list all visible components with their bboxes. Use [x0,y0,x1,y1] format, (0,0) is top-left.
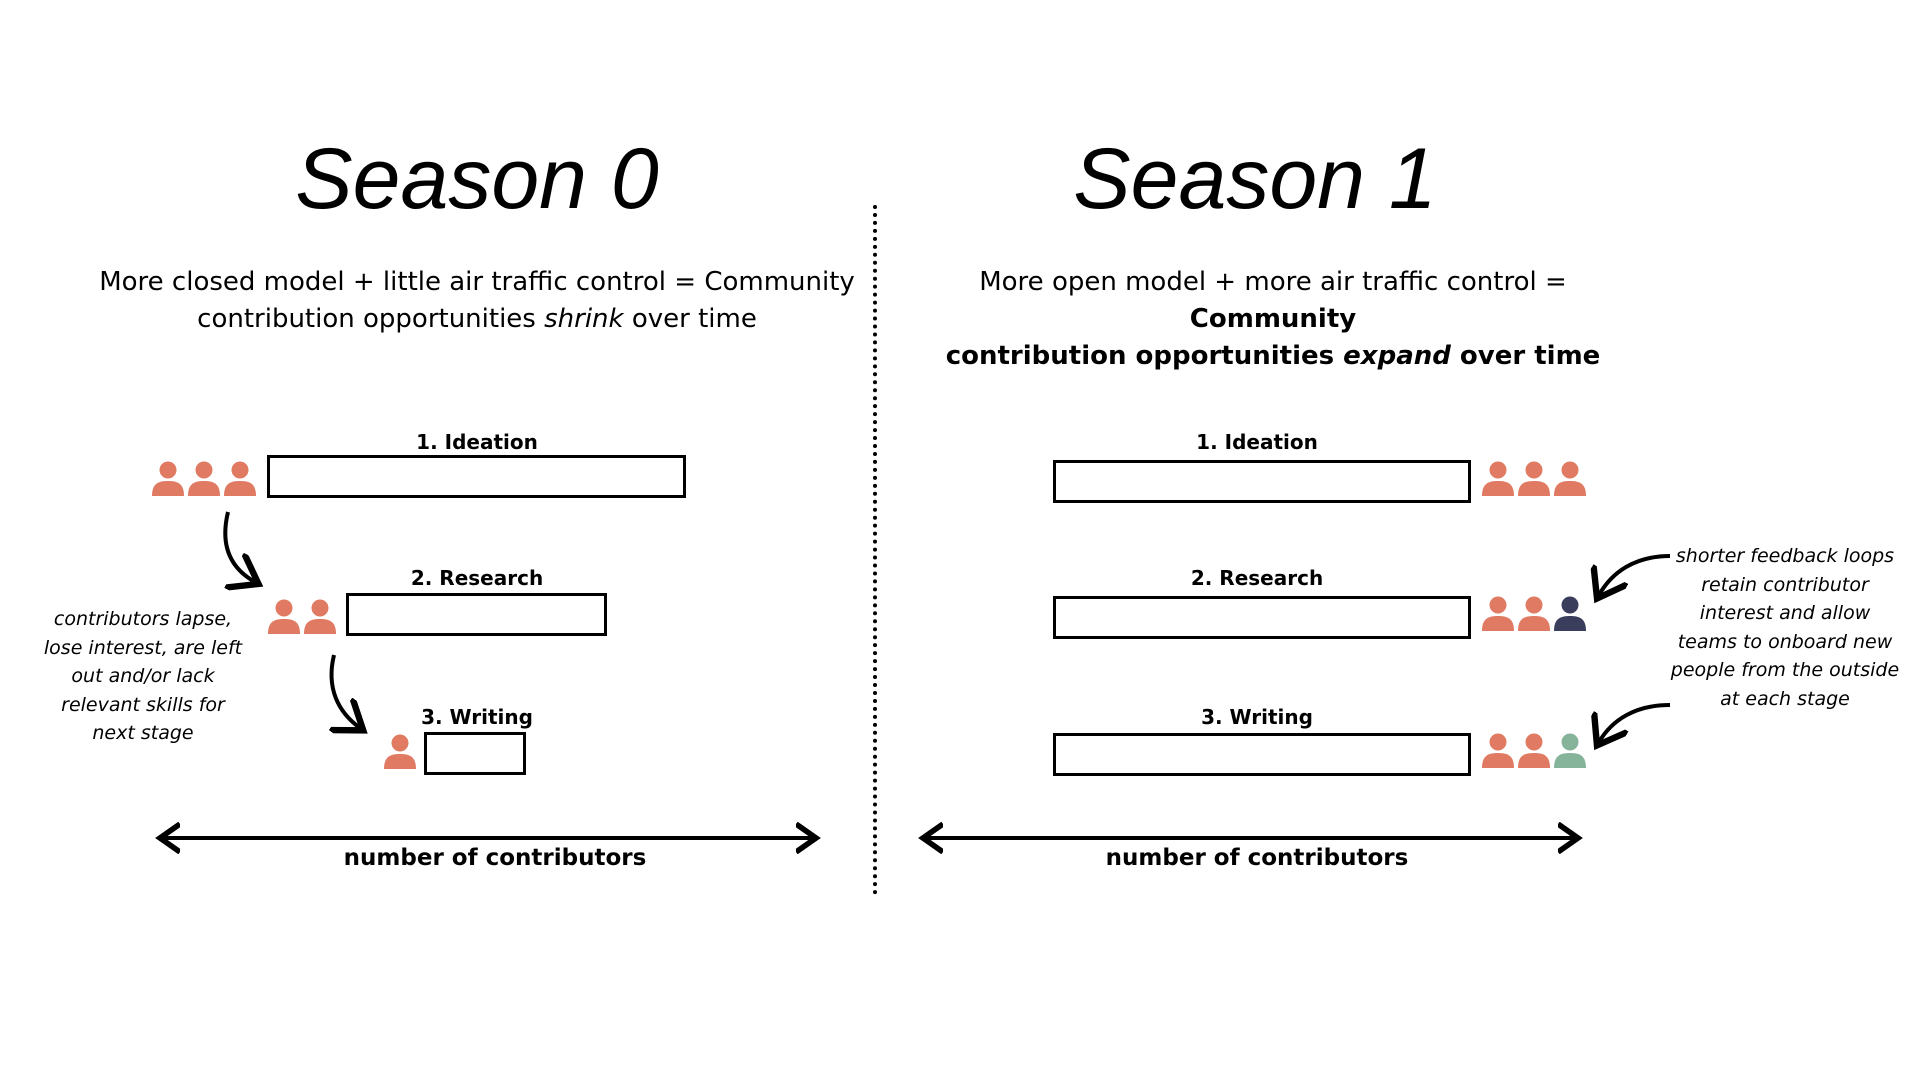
note-line: lose interest, are left [43,636,243,659]
person-icon [1517,732,1551,768]
note-line: interest and allow [1699,602,1871,624]
person-icon [187,460,221,496]
season-1-subtitle-line-2 [893,338,1653,375]
note-line: at each stage [1720,687,1850,710]
note-line: retain contributor [1701,573,1869,596]
season-0-subtitle-line-1: More closed model + little air traffic control = Community [99,267,855,297]
curved-arrow-icon [332,655,360,728]
season-1-stage-label-writing: 3. Writing [1201,705,1313,729]
note-line: relevant skills for [61,693,225,716]
season-1-title: Season 1 [1073,131,1437,227]
season-0-writing-bar [424,732,526,775]
season-1-subtitle [893,264,1653,375]
season-0-note [38,605,248,748]
season-0-ideation-bar [267,455,686,498]
season-0-research-bar [346,593,607,636]
curved-arrow-icon [1599,705,1670,742]
season-1-research-bar [1053,596,1471,639]
person-icon [1481,732,1515,768]
note-line: out and/or lack [71,665,215,687]
person-icon [303,598,337,634]
season-1-writing-bar [1053,733,1471,776]
season-0-subtitle [97,264,857,338]
season-1-axis-label: number of contributors [1105,845,1409,871]
note-line: teams to onboard new [1677,630,1893,653]
subtitle-text: More open model + more air traffic control = [979,267,1567,297]
subtitle-emphasis: expand [1343,341,1451,371]
subtitle-text: contribution opportunities [197,304,545,334]
note-line: next stage [92,722,194,744]
subtitle-text: over time [623,304,757,334]
subtitle-text: contribution opportunities [945,341,1344,371]
season-1-ideation-bar [1053,460,1471,503]
subtitle-text: over time [1450,341,1601,371]
person-icon [1517,595,1551,631]
person-icon [1481,595,1515,631]
person-icon [1553,732,1587,768]
season-0-stage-label-writing: 3. Writing [421,705,533,729]
note-line: contributors lapse, [53,608,233,630]
person-icon [151,460,185,496]
subtitle-bold: Community [1189,304,1357,334]
person-icon [223,460,257,496]
person-icon [1517,460,1551,496]
season-0-axis-label: number of contributors [343,845,647,871]
person-icon [1553,595,1587,631]
season-0-subtitle-line-2 [97,301,857,338]
season-1-stage-label-ideation: 1. Ideation [1196,430,1318,454]
curved-arrow-icon [225,512,255,582]
season-1-note [1665,542,1905,713]
season-1-subtitle-line-1 [893,264,1653,338]
season-0-title: Season 0 [295,131,659,227]
person-icon [1553,460,1587,496]
curved-arrow-icon [1599,556,1670,595]
note-line: people from the outside [1670,659,1900,681]
season-divider [873,205,877,895]
person-icon [267,598,301,634]
note-line: shorter feedback loops [1675,545,1895,567]
season-1-stage-label-research: 2. Research [1190,566,1324,590]
person-icon [1481,460,1515,496]
season-0-stage-label-ideation: 1. Ideation [416,430,538,454]
person-icon [383,733,417,769]
subtitle-emphasis: shrink [544,304,624,334]
season-0-stage-label-research: 2. Research [410,566,544,590]
